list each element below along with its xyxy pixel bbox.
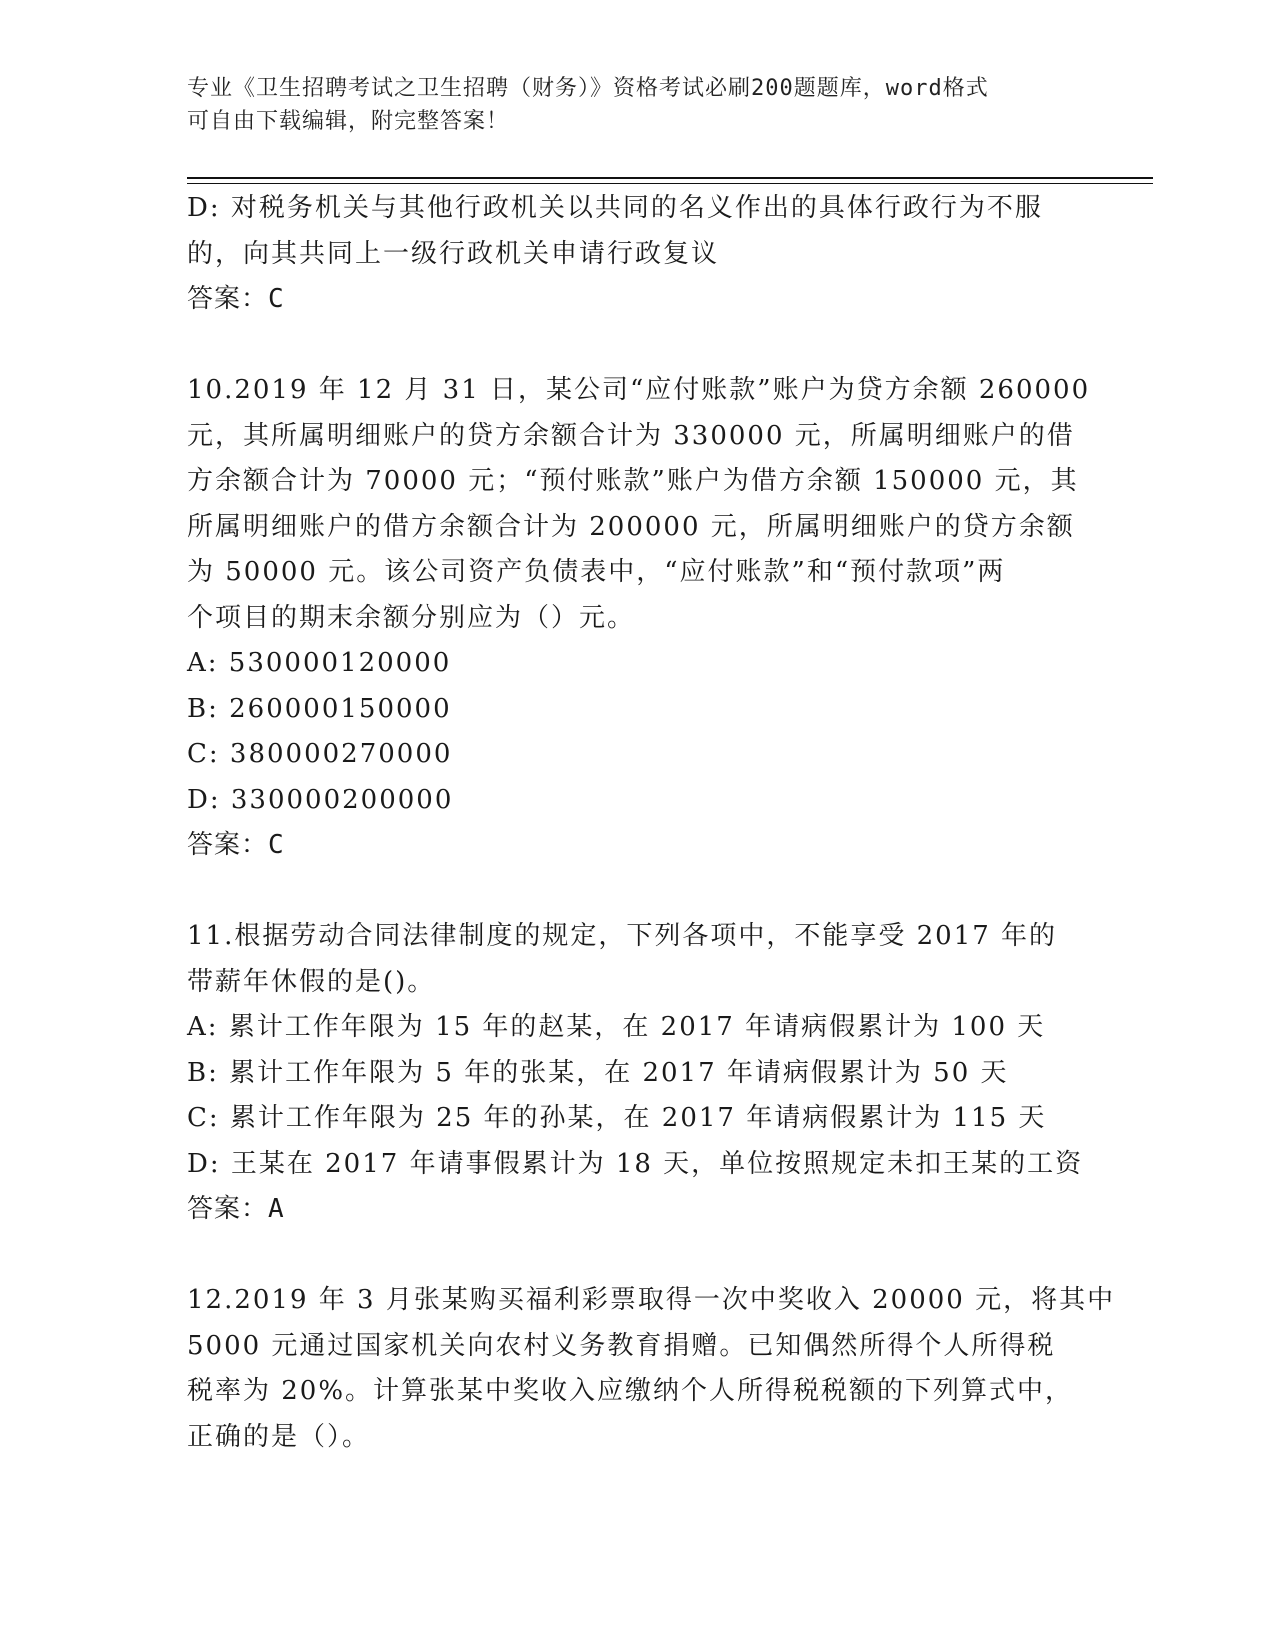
q11-option-a: A: 累计工作年限为 15 年的赵某，在 2017 年请病假累计为 100 天 bbox=[187, 1012, 1046, 1042]
question-content bbox=[187, 186, 1116, 1460]
prev-option-d-line-1: D: 对税务机关与其他行政机关以共同的名义作出的具体行政行为不服 bbox=[187, 193, 1043, 223]
header-rule-thick bbox=[187, 177, 1153, 179]
q10-option-b: B: 260000150000 bbox=[187, 693, 452, 724]
q10-option-d: D: 330000200000 bbox=[187, 784, 454, 815]
question-11 bbox=[187, 914, 1087, 1233]
q11-stem-line: 带薪年休假的是()。 bbox=[187, 966, 436, 997]
document-header bbox=[187, 72, 1087, 138]
header-line-2: 可自由下载编辑，附完整答案！ bbox=[187, 109, 510, 134]
spacer bbox=[187, 323, 1087, 369]
q11-stem-line: 11.根据劳动合同法律制度的规定，下列各项中，不能享受 2017 年的 bbox=[187, 921, 1058, 951]
q12-stem-line: 5000 元通过国家机关向农村义务教育捐赠。已知偶然所得个人所得税 bbox=[187, 1330, 1056, 1361]
prev-option-d-line-2: 的，向其共同上一级行政机关申请行政复议 bbox=[187, 238, 720, 269]
q11-option-d: D: 王某在 2017 年请事假累计为 18 天，单位按照规定未扣王某的工资 bbox=[187, 1148, 1084, 1179]
q11-option-c: C: 累计工作年限为 25 年的孙某，在 2017 年请病假累计为 115 天 bbox=[187, 1103, 1047, 1133]
q10-option-a: A: 530000120000 bbox=[187, 648, 452, 678]
q10-stem-line: 元，其所属明细账户的贷方余额合计为 330000 元，所属明细账户的借 bbox=[187, 420, 1075, 451]
prev-answer: 答案：C bbox=[187, 284, 285, 314]
header-line-1: 专业《卫生招聘考试之卫生招聘（财务）》资格考试必刷200题题库，word格式 bbox=[187, 76, 989, 101]
spacer bbox=[187, 1233, 1087, 1279]
q10-option-c: C: 380000270000 bbox=[187, 739, 453, 769]
q10-stem-line: 为 50000 元。该公司资产负债表中，“应付账款”和“预付款项”两 bbox=[187, 557, 1006, 587]
header-rule-thin bbox=[187, 183, 1153, 184]
q10-stem-line: 个项目的期末余额分别应为（）元。 bbox=[187, 602, 636, 633]
q11-answer: 答案：A bbox=[187, 1194, 285, 1224]
question-12 bbox=[187, 1278, 1116, 1460]
q12-stem-line: 税率为 20%。计算张某中奖收入应缴纳个人所得税税额的下列算式中， bbox=[187, 1376, 1074, 1406]
q10-stem-line: 10.2019 年 12 月 31 日，某公司“应付账款”账户为贷方余额 260000 bbox=[187, 375, 1091, 405]
question-10 bbox=[187, 368, 1091, 869]
q10-answer: 答案：C bbox=[187, 830, 285, 860]
q10-stem-line: 方余额合计为 70000 元；“预付账款”账户为借方余额 150000 元，其 bbox=[187, 466, 1079, 496]
q10-stem-line: 所属明细账户的借方余额合计为 200000 元，所属明细账户的贷方余额 bbox=[187, 511, 1075, 542]
q12-stem-line: 12.2019 年 3 月张某购买福利彩票取得一次中奖收入 20000 元，将其中 bbox=[187, 1285, 1116, 1315]
q11-option-b: B: 累计工作年限为 5 年的张某，在 2017 年请病假累计为 50 天 bbox=[187, 1057, 1009, 1088]
spacer bbox=[187, 869, 1087, 915]
q12-stem-line: 正确的是（）。 bbox=[187, 1421, 371, 1452]
